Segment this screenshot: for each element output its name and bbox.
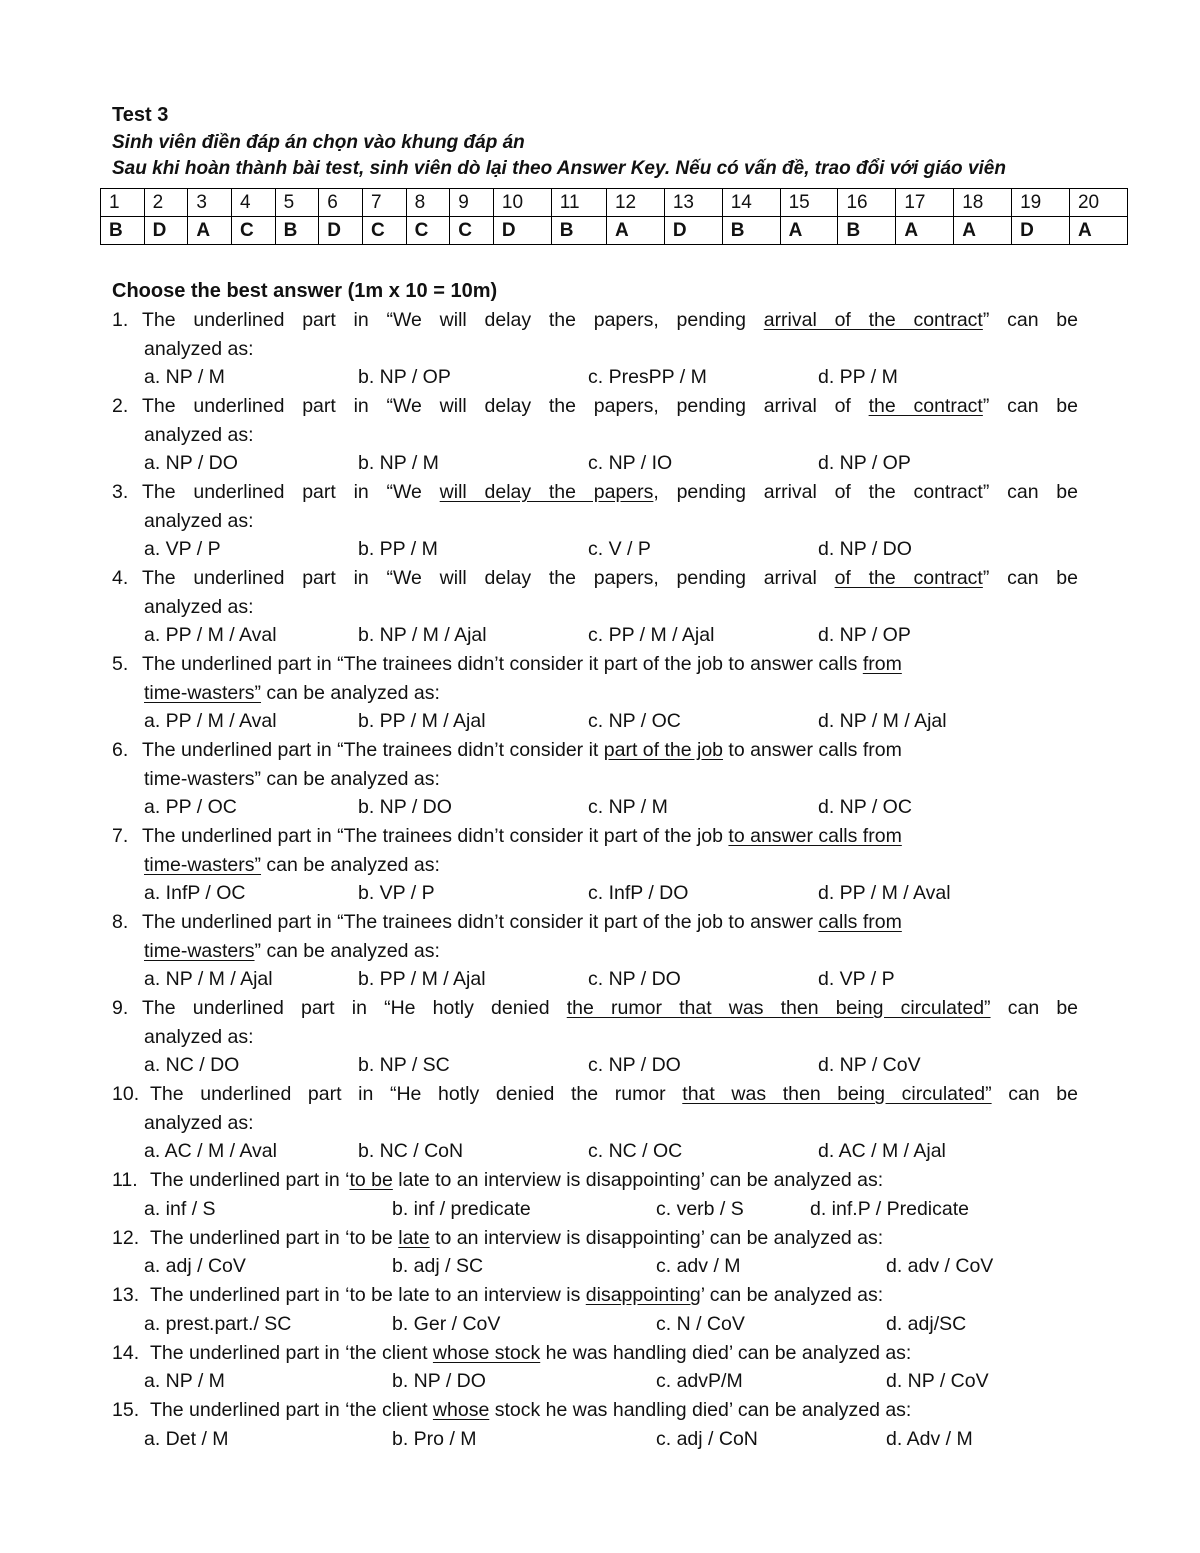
answer-number-cell: 1	[101, 189, 145, 217]
question-item	[112, 306, 1078, 392]
underlined-part: time-wasters”	[144, 681, 262, 704]
continued-text: analyzed as:	[144, 509, 254, 532]
option-a[interactable]: a. prest.part./ SC	[144, 1312, 292, 1335]
question-text-before: The underlined part in ‘	[150, 1169, 350, 1191]
question-text-before: The underlined part in ‘the client	[150, 1399, 433, 1421]
underlined-part: the contract	[868, 395, 983, 417]
answer-key-cell: A	[780, 217, 838, 245]
option-b[interactable]: b. NC / CoN	[358, 1140, 464, 1162]
option-d[interactable]: d. NP / OP	[818, 452, 911, 474]
answer-key-cell: A	[188, 217, 232, 245]
option-c[interactable]: c. InfP / DO	[588, 882, 689, 904]
question-item	[112, 1166, 1078, 1224]
option-d[interactable]: d. adj/SC	[886, 1312, 967, 1335]
answer-key-cell: C	[231, 217, 275, 245]
question-text-before: The underlined part in “The trainees didn’t consider it part of the job	[142, 825, 729, 847]
question-text-after: ’ can be analyzed as:	[700, 1284, 884, 1306]
option-a[interactable]: a. NP / M	[144, 366, 225, 388]
option-b[interactable]: b. Ger / CoV	[392, 1312, 501, 1335]
option-b[interactable]: b. NP / DO	[392, 1370, 486, 1392]
question-text-continued	[112, 507, 1078, 536]
option-d[interactable]: d. NP / OC	[818, 796, 912, 818]
answer-number-cell: 9	[450, 189, 494, 217]
answer-options	[112, 793, 1078, 822]
question-number: 2.	[112, 395, 129, 417]
question-text	[150, 1396, 1078, 1425]
question-text	[142, 392, 1078, 421]
answer-number-cell: 12	[606, 189, 664, 217]
answer-table	[100, 188, 1128, 245]
answer-key-cell: A	[896, 217, 954, 245]
question-text-before: The underlined part in “The trainees didn’t consider it part of the job to answer calls	[142, 653, 863, 675]
answer-key-cell: D	[319, 217, 363, 245]
option-c[interactable]: c. adv / M	[656, 1255, 741, 1277]
question-text-before: The underlined part in “The trainees didn’t consider it	[142, 739, 604, 761]
question-text-continued	[112, 593, 1078, 622]
answer-key-cell: B	[838, 217, 896, 245]
section-heading: Choose the best answer (1m x 10 = 10m)	[112, 280, 498, 302]
question-text-after: can be	[991, 1083, 1078, 1105]
question-text-after: ” can be	[982, 567, 1078, 589]
answer-table-key-row	[101, 217, 1128, 245]
answer-options	[112, 535, 1078, 564]
option-b[interactable]: b. inf / predicate	[392, 1197, 531, 1220]
answer-options	[112, 965, 1078, 994]
option-a[interactable]: a. NP / M	[144, 1370, 225, 1392]
question-text	[142, 822, 1078, 851]
option-c[interactable]: c. NP / DO	[588, 1054, 681, 1076]
answer-key-cell: B	[551, 217, 606, 245]
question-item	[112, 392, 1078, 478]
option-d[interactable]: d. PP / M / Aval	[818, 882, 951, 904]
option-d[interactable]: d. adv / CoV	[886, 1255, 994, 1277]
underlined-part: disappointing	[585, 1284, 701, 1306]
option-c[interactable]: c. verb / S	[656, 1197, 744, 1220]
option-b[interactable]: b. NP / SC	[358, 1054, 450, 1076]
answer-table-number-row	[101, 189, 1128, 217]
answer-number-cell: 8	[406, 189, 450, 217]
option-b[interactable]: b. VP / P	[358, 882, 435, 904]
question-item	[112, 908, 1078, 994]
answer-options	[112, 1252, 1078, 1281]
question-item	[112, 1396, 1078, 1454]
answer-key-cell: A	[1069, 217, 1127, 245]
answer-number-cell: 20	[1069, 189, 1127, 217]
question-item	[112, 994, 1078, 1080]
question-number: 5.	[112, 653, 129, 675]
option-a[interactable]: a. PP / M / Aval	[144, 710, 277, 732]
continued-text: analyzed as:	[144, 1111, 254, 1134]
continued-text: analyzed as:	[144, 337, 254, 360]
answer-key-cell: C	[450, 217, 494, 245]
question-text-before: The underlined part in “We will delay the papers, pending arrival	[142, 567, 835, 589]
option-c[interactable]: c. V / P	[588, 538, 651, 560]
option-b[interactable]: b. NP / M / Ajal	[358, 624, 487, 646]
underlined-part: whose stock	[432, 1341, 541, 1364]
option-c[interactable]: c. PresPP / M	[588, 366, 707, 388]
answer-options	[112, 1425, 1078, 1454]
answer-number-cell: 2	[144, 189, 188, 217]
option-a[interactable]: a. NC / DO	[144, 1054, 240, 1076]
answer-number-cell: 18	[954, 189, 1012, 217]
answer-number-cell: 6	[319, 189, 363, 217]
question-text	[142, 478, 1078, 507]
underlined-part: that was then being circulated”	[682, 1083, 992, 1105]
document-header	[112, 100, 1080, 182]
underlined-part: calls from	[818, 911, 902, 933]
answer-key-cell: A	[954, 217, 1012, 245]
question-text-after: ” can be	[982, 395, 1078, 417]
underlined-part: to answer calls from	[728, 825, 902, 847]
option-c[interactable]: c. NP / OC	[588, 710, 681, 732]
option-c[interactable]: c. N / CoV	[656, 1312, 745, 1335]
continued-text: analyzed as:	[144, 1025, 254, 1048]
question-text-before: The underlined part in “We will delay the papers, pending	[142, 309, 764, 331]
question-text	[142, 306, 1078, 335]
answer-key-cell: D	[664, 217, 722, 245]
answer-number-cell: 19	[1012, 189, 1070, 217]
underlined-part: the rumor that was then being circulated”	[566, 997, 991, 1019]
continued-text: analyzed as:	[144, 595, 254, 618]
question-text	[150, 1339, 1078, 1368]
continued-text-after: ” can be analyzed as:	[254, 939, 440, 962]
question-text-continued	[112, 679, 1078, 708]
question-item	[112, 1281, 1078, 1339]
question-item	[112, 478, 1078, 564]
answer-key-cell: D	[144, 217, 188, 245]
option-d[interactable]: d. NP / CoV	[818, 1054, 921, 1076]
underlined-part: time-wasters	[144, 939, 255, 962]
question-text	[150, 1080, 1078, 1109]
question-text-after: can be	[990, 997, 1078, 1019]
continued-text: analyzed as:	[144, 423, 254, 446]
instruction-line-2: Sau khi hoàn thành bài test, sinh viên dò lại theo Answer Key. Nếu có vấn đề, trao đổi với giáo viên	[112, 158, 1006, 179]
question-text-continued	[112, 335, 1078, 364]
answer-number-cell: 10	[493, 189, 551, 217]
question-text	[150, 1166, 1078, 1195]
answer-number-cell: 11	[551, 189, 606, 217]
answer-options	[112, 1195, 1078, 1224]
answer-key-cell: C	[406, 217, 450, 245]
answer-key-cell: B	[101, 217, 145, 245]
question-text-continued	[112, 937, 1078, 966]
option-b[interactable]: b. adj / SC	[392, 1255, 484, 1277]
question-text	[142, 908, 1078, 937]
continued-text-after: can be analyzed as:	[261, 681, 440, 704]
question-text-after: to an interview is disappointing’ can be analyzed as:	[429, 1226, 884, 1249]
question-number: 10.	[112, 1083, 140, 1105]
question-number: 14.	[112, 1341, 140, 1364]
question-item	[112, 1339, 1078, 1397]
underlined-part: arrival of the contract	[763, 309, 983, 331]
question-text-after: late to an interview is disappointing’ can be analyzed as:	[392, 1169, 884, 1191]
answer-key-cell: C	[362, 217, 406, 245]
underlined-part: part of the job	[603, 739, 724, 761]
answer-key-cell: B	[275, 217, 319, 245]
answer-options	[112, 363, 1078, 392]
option-a[interactable]: a. InfP / OC	[144, 882, 246, 904]
question-number: 12.	[112, 1226, 140, 1249]
option-c[interactable]: c. NC / OC	[588, 1140, 683, 1162]
answer-key-cell: A	[606, 217, 664, 245]
answer-number-cell: 13	[664, 189, 722, 217]
question-item	[112, 736, 1078, 822]
question-text	[150, 1224, 1078, 1253]
question-text	[150, 1281, 1078, 1310]
underlined-part: to be	[349, 1169, 393, 1191]
answer-number-cell: 16	[838, 189, 896, 217]
option-a[interactable]: a. AC / M / Aval	[144, 1140, 277, 1162]
question-text	[142, 994, 1078, 1023]
option-a[interactable]: a. NP / M / Ajal	[144, 968, 273, 990]
question-text	[142, 564, 1078, 593]
question-list	[112, 306, 1078, 1454]
question-number: 4.	[112, 567, 129, 589]
underlined-part: time-wasters”	[144, 853, 262, 876]
answer-key-cell: D	[1012, 217, 1070, 245]
question-text	[142, 736, 1078, 765]
option-d[interactable]: d. VP / P	[818, 968, 895, 990]
answer-number-cell: 14	[722, 189, 780, 217]
instruction-line-1: Sinh viên điền đáp án chọn vào khung đáp án	[112, 132, 525, 153]
answer-number-cell: 3	[188, 189, 232, 217]
option-b[interactable]: b. NP / M	[358, 452, 439, 474]
underlined-part: late	[398, 1226, 430, 1249]
answer-number-cell: 17	[896, 189, 954, 217]
option-c[interactable]: c. adj / CoN	[656, 1427, 758, 1450]
question-text-before: The underlined part in “He hotly denied the rumor	[150, 1083, 683, 1105]
answer-number-cell: 15	[780, 189, 838, 217]
question-item	[112, 822, 1078, 908]
option-a[interactable]: a. inf / S	[144, 1197, 216, 1220]
question-text-after: ” can be	[982, 309, 1078, 331]
answer-options	[112, 707, 1078, 736]
underlined-part: of the contract	[834, 567, 983, 589]
question-number: 11.	[112, 1169, 138, 1191]
question-text-before: The underlined part in ‘to be	[150, 1226, 399, 1249]
question-text-after: , pending arrival of the contract” can be	[653, 481, 1078, 503]
answer-options	[112, 1367, 1078, 1396]
option-d[interactable]: d. Adv / M	[886, 1427, 973, 1450]
question-text-continued	[112, 1109, 1078, 1138]
option-c[interactable]: c. advP/M	[656, 1370, 743, 1392]
option-b[interactable]: b. PP / M / Ajal	[358, 968, 486, 990]
question-item	[112, 564, 1078, 650]
question-number: 8.	[112, 911, 129, 933]
question-text-continued	[112, 1023, 1078, 1052]
answer-options	[112, 879, 1078, 908]
question-item	[112, 1080, 1078, 1166]
answer-key-cell: D	[493, 217, 551, 245]
answer-options	[112, 1137, 1078, 1166]
question-text-before: The underlined part in “He hotly denied	[142, 997, 567, 1019]
question-text-continued	[112, 765, 1078, 794]
question-item	[112, 1224, 1078, 1282]
question-item	[112, 650, 1078, 736]
question-text-after: stock he was handling died’ can be analyzed as:	[489, 1399, 912, 1421]
option-b[interactable]: b. PP / M / Ajal	[358, 710, 486, 732]
option-d[interactable]: d. inf.P / Predicate	[810, 1197, 969, 1220]
continued-text: time-wasters” can be analyzed as:	[144, 767, 440, 790]
question-text-before: The underlined part in “The trainees didn’t consider it part of the job to answer	[142, 911, 819, 933]
option-b[interactable]: b. NP / DO	[358, 796, 452, 818]
test-title: Test 3	[112, 104, 169, 126]
underlined-part: whose	[432, 1399, 490, 1421]
option-a[interactable]: a. PP / OC	[144, 796, 237, 818]
option-c[interactable]: c. PP / M / Ajal	[588, 624, 715, 646]
question-text-continued	[112, 851, 1078, 880]
question-text-before: The underlined part in ‘the client	[150, 1341, 433, 1364]
option-b[interactable]: b. NP / OP	[358, 366, 451, 388]
option-a[interactable]: a. PP / M / Aval	[144, 624, 277, 646]
answer-options	[112, 621, 1078, 650]
option-c[interactable]: c. NP / IO	[588, 452, 673, 474]
underlined-part: will delay the papers	[439, 481, 654, 503]
question-number: 6.	[112, 739, 129, 761]
underlined-part: from	[862, 653, 902, 675]
option-b[interactable]: b. PP / M	[358, 538, 438, 560]
option-d[interactable]: d. NP / OP	[818, 624, 911, 646]
option-d[interactable]: d. NP / M / Ajal	[818, 710, 947, 732]
answer-key-cell: B	[722, 217, 780, 245]
question-text-continued	[112, 421, 1078, 450]
question-text-before: The underlined part in ‘to be late to an interview is	[150, 1284, 586, 1306]
question-text-before: The underlined part in “We	[142, 481, 440, 503]
question-text	[142, 650, 1078, 679]
question-text-after: he was handling died’ can be analyzed as:	[540, 1341, 912, 1364]
option-a[interactable]: a. NP / DO	[144, 452, 238, 474]
option-a[interactable]: a. adj / CoV	[144, 1255, 246, 1277]
question-number: 7.	[112, 825, 129, 847]
question-text-before: The underlined part in “We will delay the papers, pending arrival of	[142, 395, 869, 417]
answer-number-cell: 7	[362, 189, 406, 217]
option-d[interactable]: d. NP / CoV	[886, 1370, 989, 1392]
option-a[interactable]: a. VP / P	[144, 538, 221, 560]
option-d[interactable]: d. PP / M	[818, 366, 898, 388]
option-c[interactable]: c. NP / M	[588, 796, 668, 818]
question-number: 9.	[112, 997, 129, 1019]
question-number: 3.	[112, 481, 129, 503]
question-number: 15.	[112, 1399, 140, 1421]
option-c[interactable]: c. NP / DO	[588, 968, 681, 990]
question-number: 13.	[112, 1284, 140, 1306]
option-d[interactable]: d. AC / M / Ajal	[818, 1140, 946, 1162]
continued-text-after: can be analyzed as:	[261, 853, 440, 876]
answer-options	[112, 1051, 1078, 1080]
question-number: 1.	[112, 309, 129, 331]
option-d[interactable]: d. NP / DO	[818, 538, 912, 560]
option-a[interactable]: a. Det / M	[144, 1427, 229, 1450]
question-text-after: to answer calls from	[723, 739, 902, 761]
answer-options	[112, 1310, 1078, 1339]
answer-number-cell: 4	[231, 189, 275, 217]
option-b[interactable]: b. Pro / M	[392, 1427, 477, 1450]
answer-number-cell: 5	[275, 189, 319, 217]
answer-options	[112, 449, 1078, 478]
